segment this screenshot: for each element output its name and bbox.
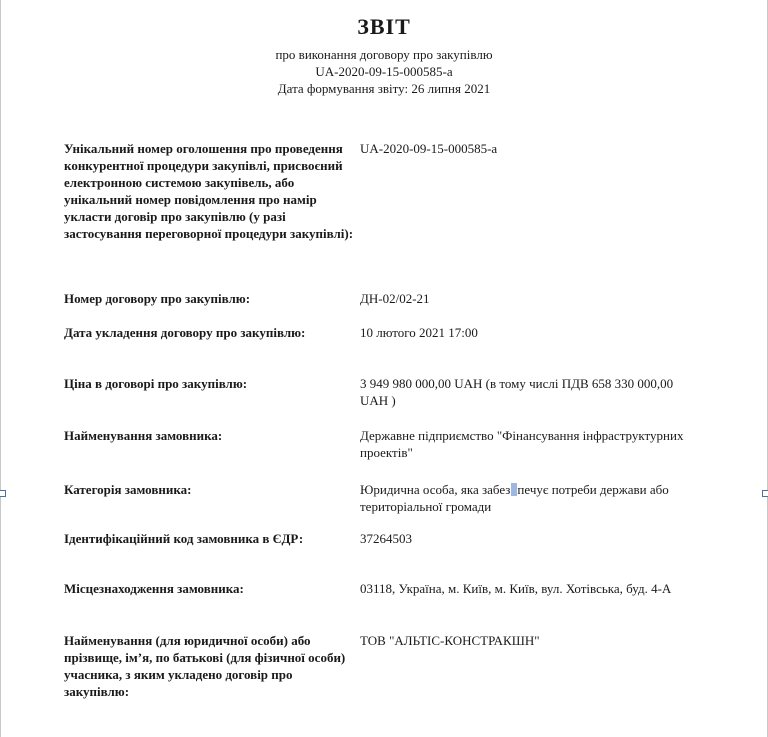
field-value: 37264503 bbox=[360, 531, 412, 546]
report-id: UA-2020-09-15-000585-a bbox=[315, 64, 453, 79]
field-value: 3 949 980 000,00 UAH (в тому числі ПДВ 658 330 000,00 UAH ) bbox=[360, 376, 674, 408]
row-customer-category bbox=[64, 481, 704, 530]
field-label: Ідентифікаційний код замовника в ЄДР: bbox=[64, 531, 304, 546]
value-text-after-cursor: печує потреби держави або територіальної громади bbox=[360, 482, 669, 514]
field-label: Найменування (для юридичної особи) або прізвище, ім’я, по батькові (для фізичної особи) учасника, з яким укладено договір про закупівлю: bbox=[64, 633, 346, 699]
field-value: ТОВ "АЛЬТІС-КОНСТРАКШН" bbox=[360, 633, 540, 648]
report-subtitle: про виконання договору про закупівлю bbox=[275, 47, 493, 62]
report-title: ЗВІТ bbox=[357, 14, 411, 39]
row-contract-date bbox=[64, 324, 704, 375]
field-value: Державне підприємство "Фінансування інфраструктурних проектів" bbox=[360, 428, 684, 460]
row-customer-name bbox=[64, 427, 704, 481]
row-supplier-name bbox=[64, 632, 704, 722]
page-edge-left bbox=[0, 0, 1, 737]
row-contract-price bbox=[64, 375, 704, 427]
field-label: Найменування замовника: bbox=[64, 428, 223, 443]
resize-handle-left[interactable] bbox=[0, 490, 6, 497]
row-contract-number bbox=[64, 290, 704, 324]
resize-handle-right[interactable] bbox=[762, 490, 768, 497]
row-customer-edrpou bbox=[64, 530, 704, 580]
field-value: UA-2020-09-15-000585-a bbox=[360, 141, 498, 156]
field-label: Номер договору про закупівлю: bbox=[64, 291, 251, 306]
value-text-before-cursor: Юридична особа, яка забез bbox=[360, 482, 511, 497]
field-label: Місцезнаходження замовника: bbox=[64, 581, 244, 596]
field-value bbox=[360, 481, 704, 530]
field-label: Ціна в договорі про закупівлю: bbox=[64, 376, 248, 391]
row-customer-address bbox=[64, 580, 704, 632]
field-label: Унікальний номер оголошення про проведення конкурентної процедури закупівлі, присвоєний електронною системою закупівель, або унікальний номер повідомлення про намір укласти договір про закупівлю (у разі застосування переговорної процедури закупівлі): bbox=[64, 141, 354, 241]
field-value: 03118, Україна, м. Київ, м. Київ, вул. Хотівська, буд. 4-А bbox=[360, 581, 672, 596]
field-value: ДН-02/02-21 bbox=[360, 291, 430, 306]
report-details bbox=[64, 140, 704, 722]
field-value: 10 лютого 2021 17:00 bbox=[360, 325, 478, 340]
row-announcement-number bbox=[64, 140, 704, 290]
report-date: Дата формування звіту: 26 липня 2021 bbox=[277, 81, 491, 96]
field-label: Категорія замовника: bbox=[64, 482, 192, 497]
field-label: Дата укладення договору про закупівлю: bbox=[64, 325, 306, 340]
report-header bbox=[0, 14, 768, 97]
